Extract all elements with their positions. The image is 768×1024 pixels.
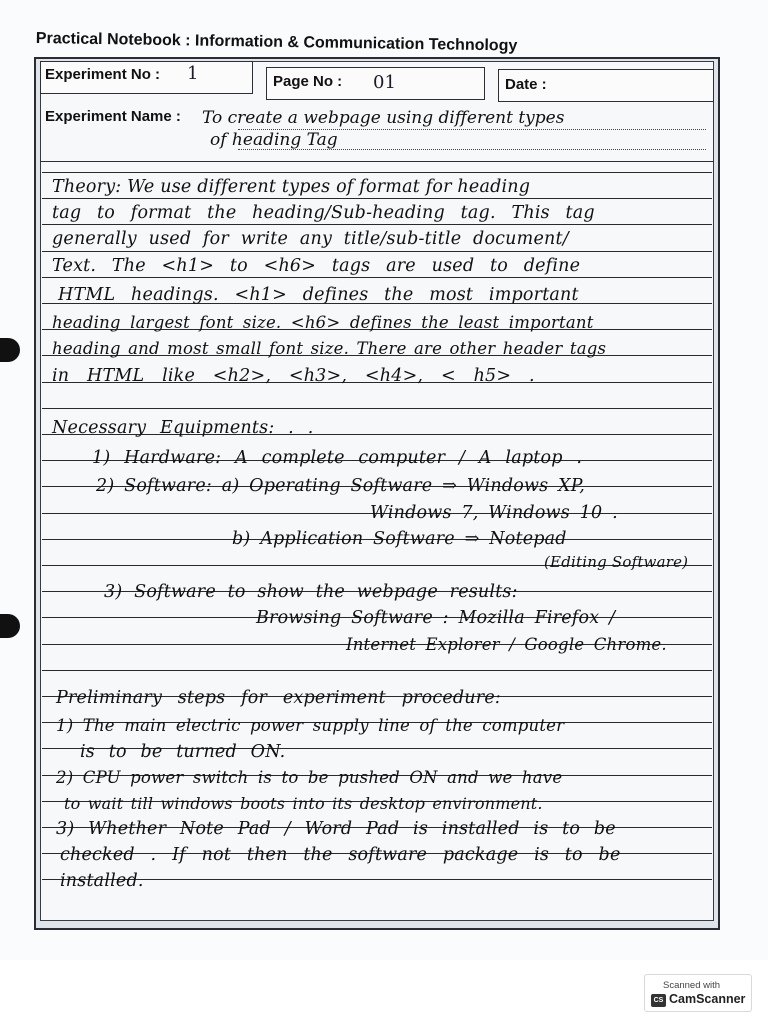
ruled-line	[42, 670, 712, 671]
body-line: Preliminary steps for experiment procedure:	[56, 688, 501, 708]
body-line: installed.	[60, 871, 144, 891]
experiment-name-line2: of heading Tag	[210, 130, 338, 150]
body-line: tag to format the heading/Sub-heading tag. This tag	[52, 203, 595, 223]
body-line: (Editing Software)	[544, 553, 689, 571]
body-line: 1) The main electric power supply line of the computer	[56, 716, 565, 735]
page-no-cell	[266, 67, 485, 100]
body-line: Windows 7, Windows 10 .	[370, 503, 618, 523]
body-line: Browsing Software : Mozilla Firefox /	[256, 608, 616, 628]
experiment-name-row	[40, 100, 714, 162]
body-line: Internet Explorer / Google Chrome.	[346, 635, 667, 654]
body-line: Theory: We use different types of format for heading	[52, 177, 531, 197]
body-line: 3) Whether Note Pad / Word Pad is installed is to be	[56, 819, 616, 839]
body-line: Necessary Equipments: . .	[52, 418, 314, 438]
notebook-title: Practical Notebook : Information & Communication Technology	[35, 30, 518, 55]
camscanner-logo-icon: CS	[651, 994, 666, 1007]
body-line: generally used for write any title/sub-title document/	[52, 229, 569, 249]
body-line: b) Application Software ⇒ Notepad	[232, 529, 567, 549]
body-line: 3) Software to show the webpage results:	[104, 582, 518, 602]
experiment-no-cell	[40, 61, 253, 94]
body-line: HTML headings. <h1> defines the most important	[58, 285, 579, 305]
page-no-value: 01	[373, 72, 396, 93]
body-line: heading and most small font size. There are other header tags	[52, 339, 607, 358]
date-label: Date :	[505, 76, 547, 93]
body-line: heading largest font size. <h6> defines the least important	[52, 313, 594, 332]
badge-brand: CamScanner	[669, 992, 746, 1006]
camscanner-badge	[644, 974, 752, 1012]
body-line: Text. The <h1> to <h6> tags are used to define	[52, 256, 581, 276]
body-line: 1) Hardware: A complete computer / A laptop .	[92, 448, 583, 468]
body-line: 2) CPU power switch is to be pushed ON and we have	[56, 768, 563, 787]
date-cell	[498, 69, 714, 102]
ruled-line	[42, 224, 712, 225]
ruled-line	[42, 408, 712, 409]
experiment-name-label: Experiment Name :	[45, 108, 181, 125]
ruled-line	[42, 198, 712, 199]
ruled-line	[42, 172, 712, 173]
badge-caption: Scanned with	[663, 980, 721, 991]
body-line: 2) Software: a) Operating Software ⇒ Windows XP,	[96, 476, 585, 496]
experiment-no-label: Experiment No :	[45, 66, 161, 83]
ruled-line	[42, 251, 712, 252]
page-no-label: Page No :	[273, 73, 343, 90]
body-line: in HTML like <h2>, <h3>, <h4>, < h5> .	[52, 366, 535, 386]
body-line: to wait till windows boots into its desktop environment.	[64, 794, 543, 813]
body-line: is to be turned ON.	[80, 742, 286, 762]
experiment-name-line1: To create a webpage using different types	[202, 108, 565, 128]
ruled-line	[42, 277, 712, 278]
experiment-no-value: 1	[187, 63, 199, 84]
body-line: checked . If not then the software package is to be	[60, 845, 621, 865]
